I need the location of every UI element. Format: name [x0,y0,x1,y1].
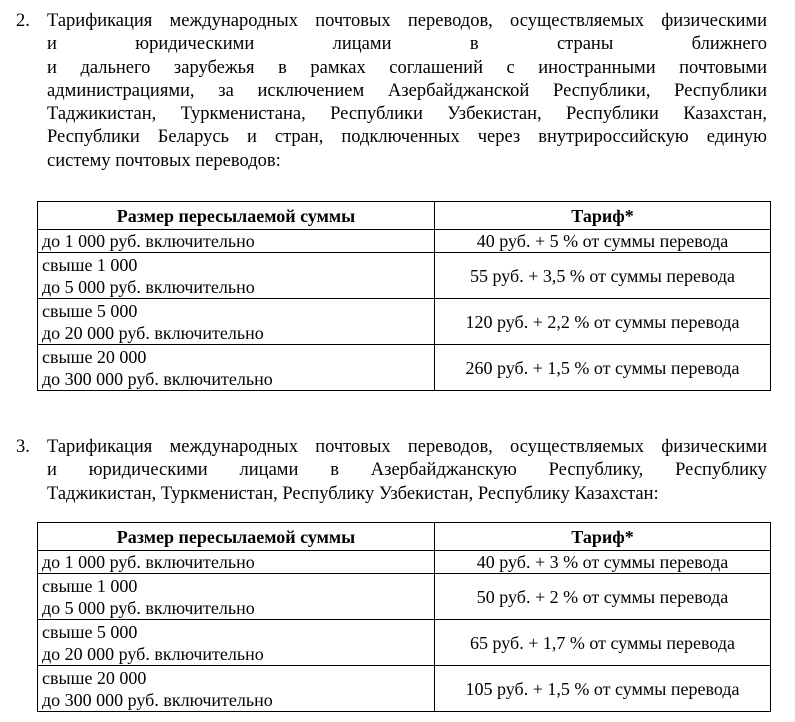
section-2-text [47,10,767,173]
amount-cell [38,253,435,299]
amount-cell [38,299,435,345]
section-2-paragraph [0,10,795,173]
text-line: систему почтовых переводов: [47,150,281,171]
section-2-number: 2. [16,11,30,31]
amount-line: до 20 000 руб. включительно [42,322,264,343]
section-3-number: 3. [16,437,30,457]
text-line: и дальнего зарубежья в рамках соглашений с иностранными почтовыми [47,57,767,78]
text-line: и юридическими лицами в страны ближнего [47,34,767,55]
amount-cell [38,574,435,620]
amount-line: до 1 000 руб. включительно [42,552,255,572]
amount-line: свыше 5 000 [42,621,138,642]
amount-line: до 1 000 руб. включительно [42,231,255,251]
table-row [38,345,771,391]
amount-cell [38,551,435,574]
column-header-tariff: Тариф* [435,202,771,230]
text-line: Таджикистан, Туркменистана, Республики Узбекистан, Республики Казахстан, [47,104,767,125]
table-row [38,551,771,574]
tariff-cell: 105 руб. + 1,5 % от суммы перевода [435,666,771,712]
tariff-table-2 [37,201,771,391]
amount-line: до 300 000 руб. включительно [42,689,273,710]
table-header-row [38,523,771,551]
column-header-amount: Размер пересылаемой суммы [38,202,435,230]
text-line: Тарификация международных почтовых переводов, осуществляемых физическими [47,437,767,457]
table-row [38,666,771,712]
text-line: Тарификация международных почтовых переводов, осуществляемых физическими [47,11,767,31]
tariff-cell: 40 руб. + 3 % от суммы перевода [435,551,771,574]
text-line: Таджикистан, Туркменистан, Республику Узбекистан, Республику Казахстан: [47,483,659,504]
amount-line: свыше 20 000 [42,346,147,367]
table-header-row [38,202,771,230]
tariff-cell: 40 руб. + 5 % от суммы перевода [435,230,771,253]
amount-line: до 5 000 руб. включительно [42,597,255,618]
section-3-paragraph [0,436,795,506]
amount-line: свыше 5 000 [42,300,138,321]
amount-line: до 300 000 руб. включительно [42,368,273,389]
amount-cell [38,230,435,253]
amount-cell [38,345,435,391]
table-row [38,253,771,299]
amount-cell [38,666,435,712]
amount-line: свыше 20 000 [42,667,147,688]
table-row [38,620,771,666]
table-row [38,574,771,620]
column-header-amount: Размер пересылаемой суммы [38,523,435,551]
amount-cell [38,620,435,666]
column-header-tariff: Тариф* [435,523,771,551]
amount-line: до 5 000 руб. включительно [42,276,255,297]
tariff-cell: 120 руб. + 2,2 % от суммы перевода [435,299,771,345]
text-line: администрациями, за исключением Азербайджанской Республики, Республики [47,80,767,101]
tariff-cell: 260 руб. + 1,5 % от суммы перевода [435,345,771,391]
tariff-cell: 65 руб. + 1,7 % от суммы перевода [435,620,771,666]
section-2 [0,10,795,389]
text-line: Республики Беларусь и стран, подключенных через внутрироссийскую единую [47,127,767,148]
tariff-cell: 55 руб. + 3,5 % от суммы перевода [435,253,771,299]
amount-line: до 20 000 руб. включительно [42,643,264,664]
tariff-table-3 [37,522,771,712]
amount-line: свыше 1 000 [42,575,138,596]
table-row [38,299,771,345]
tariff-cell: 50 руб. + 2 % от суммы перевода [435,574,771,620]
section-3-text [47,436,767,506]
text-line: и юридическими лицами в Азербайджанскую Республику, Республику [47,460,767,481]
amount-line: свыше 1 000 [42,254,138,275]
table-row [38,230,771,253]
section-3 [0,436,795,710]
